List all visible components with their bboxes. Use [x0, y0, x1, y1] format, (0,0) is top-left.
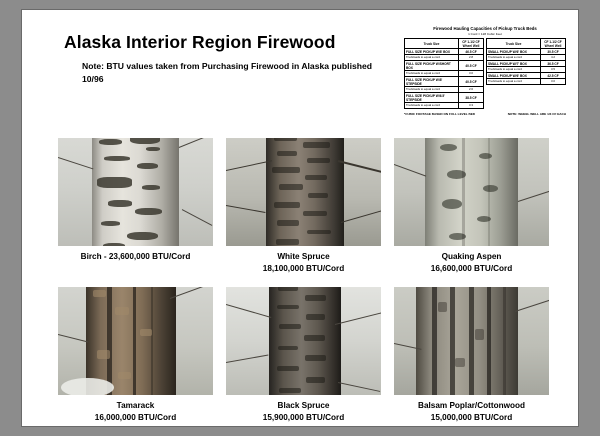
species-cell-balsam-poplar [394, 287, 549, 424]
table-footnote-left: *CUBIC FOOTAGE BASED ON FULL LEVEL BED [404, 112, 475, 117]
tree-trunk [425, 138, 518, 246]
tree-trunk [92, 138, 179, 246]
tamarack-bark-photo [58, 287, 213, 395]
table-cell-value: 3.3 [459, 103, 484, 109]
species-row-2 [58, 287, 548, 424]
balsam-poplar-bark-photo [394, 287, 549, 395]
table-cell-value: 46.5 CF [459, 49, 484, 55]
table-right-column [486, 38, 566, 109]
col-header-cf-left [459, 38, 484, 48]
species-row-1 [58, 138, 548, 275]
table-cell-value: 38.5 CF [459, 93, 484, 103]
table-title: Firewood Hauling Capacities of Pickup Truck Beds [433, 26, 537, 31]
col-header-cf-left-line2: Wheel Well [462, 43, 480, 48]
table-row: Truckloads to equal a cord [487, 67, 541, 73]
species-cell-tamarack [58, 287, 213, 424]
table-cell-value: 40.5 CF [459, 61, 484, 71]
table-subtitle: 1 Cord = 128 Cubic Feet [468, 31, 502, 36]
table-row: FULL SIZE PICKUP W/6.5' STEPSIDE [405, 93, 459, 103]
table-row: Truckloads to equal a cord [405, 87, 459, 93]
species-cell-black-spruce [226, 287, 381, 424]
species-photo-grid [58, 138, 548, 424]
table-row: FULL SIZE PICKUP W/8' BOX [405, 49, 459, 55]
table-cell-value: 30.5 CF [541, 49, 566, 55]
col-header-truck-size-left: Truck Size [405, 38, 459, 48]
table-row: FULL SIZE PICKUP W/SHORT BOX [405, 61, 459, 71]
species-caption-white-spruce: White Spruce 18,100,000 BTU/Cord [262, 252, 345, 273]
species-caption-black-spruce: Black Spruce 15,900,000 BTU/Cord [262, 400, 345, 422]
species-caption-balsam-poplar: Balsam Poplar/Cottonwood 15,000,000 BTU/Cord [418, 400, 525, 422]
birch-bark-photo [58, 138, 213, 246]
table-row: Truckloads to equal a cord [405, 103, 459, 109]
species-cell-birch [58, 138, 213, 275]
table-row: Truckloads to equal a cord [487, 79, 541, 85]
table-cell-value: 36.5 CF [541, 61, 566, 67]
col-header-truck-size-right: Truck Size [487, 38, 541, 48]
table-left-column [404, 38, 484, 109]
table-cell-value: 4.2 [541, 55, 566, 61]
col-header-cf-right-line2: Wheel Well [544, 43, 562, 48]
btu-source-note: Note: BTU values taken from Purchasing Firewood in Alaska published 10/96 [82, 61, 373, 84]
species-cell-quaking-aspen [394, 138, 549, 275]
table-row: SMALL PICKUP W/7' BOX [487, 61, 541, 67]
black-spruce-bark-photo [226, 287, 381, 395]
table-footnote-right: NOTE: WHEEL WELL ARE 1/3 CF EACH [507, 112, 566, 117]
tree-trunk [269, 287, 340, 395]
white-spruce-bark-photo [226, 138, 381, 246]
quaking-aspen-bark-photo [394, 138, 549, 246]
hauling-capacity-table [404, 26, 566, 116]
table-cell-value: 2.6 [459, 87, 484, 93]
table-row: Truckloads to equal a cord [487, 55, 541, 61]
species-caption-tamarack: Tamarack 16,000,000 BTU/Cord [94, 400, 177, 422]
tree-trunk [416, 287, 518, 395]
table-cell-value: 42.5 CF [541, 73, 566, 79]
table-row: FULL SIZE PICKUP W/8' STEPSIDE [405, 77, 459, 87]
table-row: Truckloads to equal a cord [405, 71, 459, 77]
table-cell-value: 3.0 [459, 71, 484, 77]
page-title: Alaska Interior Region Firewood [64, 32, 336, 52]
table-row: Truckloads to equal a cord [405, 55, 459, 61]
table-footnote [404, 112, 566, 116]
species-caption-quaking-aspen: Quaking Aspen 16,600,000 BTU/Cord [430, 252, 513, 273]
species-cell-white-spruce [226, 138, 381, 275]
col-header-cf-right [541, 38, 566, 48]
table-cell-value: 3.0 [541, 79, 566, 85]
table-cell-value: 2.8 [459, 55, 484, 61]
tree-trunk [266, 138, 344, 246]
table-row: SMALL PICKUP W/6' BOX [487, 73, 541, 79]
table-row: SMALL PICKUP W/6' BOX [487, 49, 541, 55]
document-sheet [22, 10, 578, 426]
table-cell-value: 40.5 CF [459, 77, 484, 87]
col-header-cf-right-line1: CF 1-1/2 CF [544, 39, 562, 44]
col-header-cf-left-line1: CF 1-1/2 CF [462, 39, 480, 44]
table-cell-value: 3.5 [541, 67, 566, 73]
species-caption-birch: Birch - 23,600,000 BTU/Cord [80, 252, 191, 261]
